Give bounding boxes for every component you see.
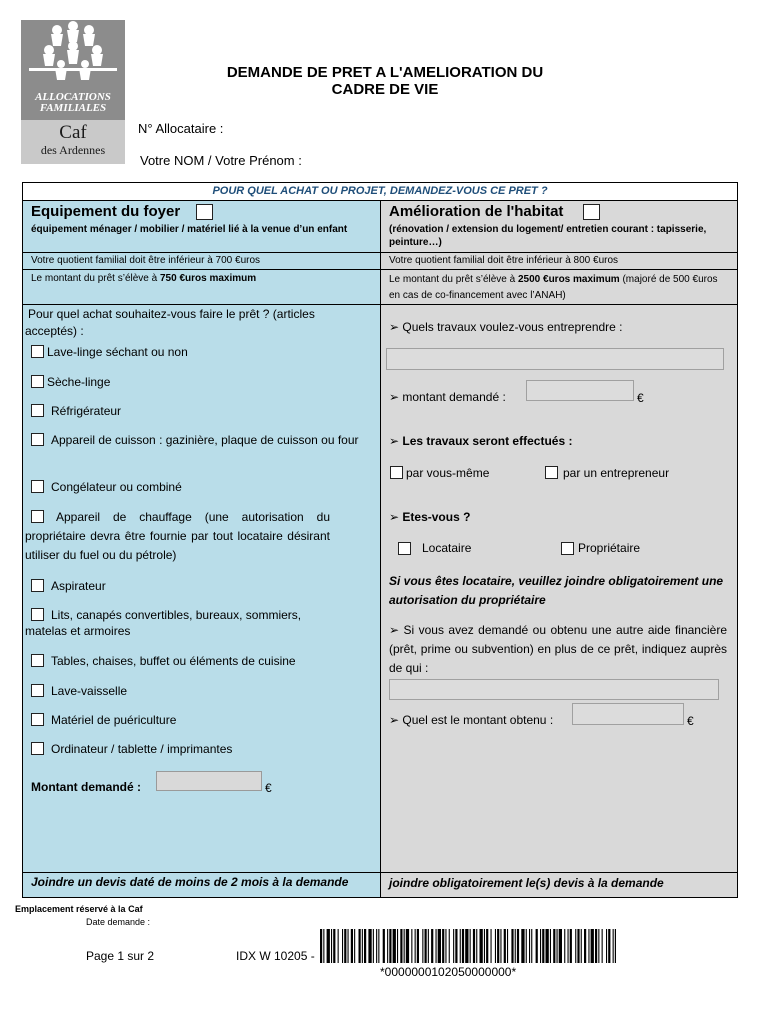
by-self-label: par vous-même xyxy=(406,466,490,480)
right-subtitle: (rénovation / extension du logement/ entretien courant : tapisserie, peinture…) xyxy=(389,224,707,248)
barcode-bar xyxy=(495,929,496,963)
barcode-bar xyxy=(553,929,555,963)
right-title: Amélioration de l'habitat xyxy=(389,203,564,220)
barcode-bar xyxy=(470,929,471,963)
logo-department: des Ardennes xyxy=(40,143,106,157)
barcode-bar xyxy=(500,929,501,963)
left-title: Equipement du foyer xyxy=(31,203,181,220)
barcode-bar xyxy=(431,929,433,963)
barcode-bar xyxy=(397,929,398,963)
barcode-bar xyxy=(507,929,508,963)
barcode-bar xyxy=(584,929,586,963)
barcode-bar xyxy=(406,929,409,963)
done-by-label xyxy=(389,433,572,449)
barcode-bar xyxy=(376,929,377,963)
column-divider xyxy=(380,201,381,898)
barcode-bar xyxy=(577,929,579,963)
left-condition: Votre quotient familial doit être inférieur à 700 €uros xyxy=(31,255,261,266)
item-label: Réfrigérateur xyxy=(51,404,122,418)
barcode-bar xyxy=(536,929,538,963)
checkbox-congelateur[interactable] xyxy=(31,480,44,493)
barcode-text: *0000000102050000000* xyxy=(380,965,517,979)
barcode-bar xyxy=(331,929,332,963)
bullet-arrow-icon: ➢ xyxy=(389,713,403,727)
barcode-bar xyxy=(613,929,614,963)
barcode-bar xyxy=(373,929,374,963)
left-question xyxy=(25,306,355,340)
barcode-bar xyxy=(344,929,346,963)
logo-line2: FAMILIALES xyxy=(39,102,107,114)
tenant-note: Si vous êtes locataire, veuillez joindre obligatoirement une autorisation du propriétaire xyxy=(389,574,724,607)
checkbox-owner[interactable] xyxy=(561,542,574,555)
checkbox-seche-linge[interactable] xyxy=(31,375,44,388)
other-aid-text: Si vous avez demandé ou obtenu une autre aide financière (prêt, prime ou subvention) en plus de ce prêt, indiquez auprès de qui : xyxy=(389,623,727,675)
barcode-bar xyxy=(511,929,513,963)
checkbox-aspirateur[interactable] xyxy=(31,579,44,592)
barcode-bar xyxy=(540,929,541,963)
bullet-arrow-icon: ➢ xyxy=(389,510,403,524)
barcode-bar xyxy=(497,929,499,963)
item-label: Congélateur ou combiné xyxy=(51,480,182,494)
name-label: Votre NOM / Votre Prénom : xyxy=(140,153,302,168)
barcode-bar xyxy=(570,929,572,963)
barcode-bar xyxy=(491,929,492,963)
barcode-bar xyxy=(320,929,322,963)
checkbox-lave-vaisselle[interactable] xyxy=(31,684,44,697)
barcode-bar xyxy=(521,929,524,963)
status-label xyxy=(389,509,470,525)
barcode-bar xyxy=(393,929,396,963)
obtained-label xyxy=(389,712,553,728)
barcode-bar xyxy=(436,929,437,963)
idx-label: IDX W 10205 - xyxy=(236,949,315,963)
page-title xyxy=(130,64,640,98)
currency-symbol: € xyxy=(265,781,272,795)
barcode-bar xyxy=(591,929,594,963)
bullet-arrow-icon: ➢ xyxy=(389,623,404,637)
bullet-arrow-icon: ➢ xyxy=(389,320,403,334)
logo-line1: ALLOCATIONS xyxy=(35,91,111,103)
barcode-bar xyxy=(445,929,446,963)
barcode-bar xyxy=(504,929,506,963)
barcode-bar xyxy=(517,929,519,963)
checkbox-puericulture[interactable] xyxy=(31,713,44,726)
barcode-bar xyxy=(529,929,530,963)
currency-symbol: € xyxy=(637,391,644,405)
barcode-bar xyxy=(546,929,549,963)
item-label: Lave-linge séchant ou non xyxy=(47,345,188,359)
item-label: Lits, canapés convertibles, bureaux, sommiers, matelas et armoires xyxy=(25,608,302,638)
works-question xyxy=(389,319,623,335)
right-amount-info xyxy=(389,272,729,304)
left-footer: Joindre un devis daté de moins de 2 mois à la demande xyxy=(31,875,349,889)
item-label: Appareil de cuisson : gazinière, plaque de cuisson ou four xyxy=(51,433,359,447)
barcode-bar xyxy=(417,929,419,963)
barcode-bar xyxy=(460,929,461,963)
left-subtitle: équipement ménager / mobilier / matériel lié à la venue d’un enfant xyxy=(31,224,348,235)
barcode-bar xyxy=(581,929,582,963)
barcode-bar xyxy=(354,929,355,963)
barcode-bar xyxy=(364,929,366,963)
barcode-bar xyxy=(351,929,353,963)
other-aid-block xyxy=(389,621,727,678)
barcode-bar xyxy=(348,929,349,963)
owner-label: Propriétaire xyxy=(578,541,641,555)
barcode-bar xyxy=(462,929,464,963)
barcode-bar xyxy=(378,929,379,963)
barcode-bar xyxy=(422,929,423,963)
by-contractor-label: par un entrepreneur xyxy=(563,466,670,480)
date-label: Date demande : xyxy=(86,917,151,927)
barcode-bar xyxy=(389,929,391,963)
allocataire-label: N° Allocataire : xyxy=(138,121,224,136)
barcode-bar xyxy=(568,929,569,963)
item-label: Tables, chaises, buffet ou éléments de cuisine xyxy=(51,654,296,668)
amount-max: 2500 €uros maximum xyxy=(517,274,620,285)
barcode-bar xyxy=(615,929,616,963)
table-header: POUR QUEL ACHAT OU PROJET, DEMANDEZ-VOUS CE PRET ? xyxy=(23,183,737,201)
divider xyxy=(23,872,737,873)
barcode-bar xyxy=(515,929,516,963)
barcode-bar xyxy=(476,929,477,963)
left-amount-input[interactable] xyxy=(156,771,262,791)
barcode-bar xyxy=(606,929,607,963)
barcode-bar xyxy=(342,929,343,963)
barcode-bar xyxy=(323,929,324,963)
barcode-bar xyxy=(383,929,385,963)
caf-logo xyxy=(21,20,125,164)
checkbox-ordinateur[interactable] xyxy=(31,742,44,755)
barcode-bar xyxy=(608,929,610,963)
barcode-bar xyxy=(480,929,483,963)
barcode-bar xyxy=(602,929,603,963)
barcode-bar xyxy=(415,929,416,963)
left-amount-info xyxy=(31,272,371,285)
item-label: Sèche-linge xyxy=(47,375,111,389)
item-label: Lave-vaisselle xyxy=(51,684,128,698)
barcode-bar xyxy=(473,929,475,963)
barcode-bar xyxy=(387,929,388,963)
left-amount-label: Montant demandé : xyxy=(31,780,141,794)
barcode-bar xyxy=(465,929,468,963)
other-aid-input[interactable] xyxy=(389,679,719,700)
works-input[interactable] xyxy=(386,348,724,370)
checkbox-by-contractor[interactable] xyxy=(545,466,558,479)
amount-suffix: (majoré de 500 €uros en cas de co-financement avec l’ANAH) xyxy=(389,274,718,301)
works-question-text: Quels travaux voulez-vous entreprendre : xyxy=(402,320,623,334)
right-amount-input[interactable] xyxy=(526,380,634,401)
barcode-bar xyxy=(404,929,405,963)
family-figures-icon xyxy=(21,20,125,92)
currency-symbol: € xyxy=(687,714,694,728)
barcode xyxy=(320,929,616,963)
bullet-arrow-icon: ➢ xyxy=(389,390,403,404)
divider xyxy=(23,304,737,305)
checkbox-refrigerateur[interactable] xyxy=(31,404,44,417)
item-label: Matériel de puériculture xyxy=(51,713,177,727)
barcode-bar xyxy=(368,929,371,963)
checkbox-tenant[interactable] xyxy=(398,542,411,555)
obtained-text: Quel est le montant obtenu : xyxy=(402,713,554,727)
question-text: Pour quel achat souhaitez-vous faire le prêt ? (articles acceptés) : xyxy=(25,307,315,338)
barcode-bar xyxy=(327,929,330,963)
obtained-input[interactable] xyxy=(572,703,684,725)
barcode-bar xyxy=(526,929,527,963)
item-label: Ordinateur / tablette / imprimantes xyxy=(51,742,233,756)
logo-family-figures xyxy=(21,20,125,120)
barcode-bar xyxy=(531,929,532,963)
barcode-bar xyxy=(557,929,558,963)
amount-max: 750 €uros maximum xyxy=(159,273,257,284)
barcode-bar xyxy=(411,929,412,963)
barcode-bar xyxy=(484,929,485,963)
done-by-text: Les travaux seront effectués : xyxy=(402,434,573,448)
barcode-icon xyxy=(320,929,616,963)
divider xyxy=(23,252,737,253)
barcode-bar xyxy=(333,929,335,963)
logo-brand: Caf xyxy=(59,122,87,143)
barcode-bar xyxy=(425,929,427,963)
item-label: Aspirateur xyxy=(51,579,106,593)
tenant-label: Locataire xyxy=(422,541,472,555)
barcode-bar xyxy=(598,929,599,963)
barcode-bar xyxy=(362,929,363,963)
title-line2: CADRE DE VIE xyxy=(331,81,439,98)
amount-label-text: montant demandé : xyxy=(402,390,506,404)
habitat-checkbox[interactable] xyxy=(583,204,600,220)
barcode-bar xyxy=(400,929,402,963)
barcode-bar xyxy=(588,929,589,963)
checkbox-by-self[interactable] xyxy=(390,466,403,479)
barcode-bar xyxy=(453,929,454,963)
amount-prefix: Le montant du prêt s’élève à xyxy=(31,273,160,284)
checkbox-tables[interactable] xyxy=(31,654,44,667)
barcode-bar xyxy=(455,929,457,963)
checkbox-lave-linge[interactable] xyxy=(31,345,44,358)
barcode-bar xyxy=(595,929,597,963)
barcode-bar xyxy=(442,929,444,963)
barcode-bar xyxy=(359,929,361,963)
reserved-label: Emplacement réservé à la Caf xyxy=(15,904,143,914)
status-text: Etes-vous ? xyxy=(402,510,471,524)
barcode-bar xyxy=(559,929,562,963)
barcode-bar xyxy=(575,929,576,963)
right-footer: joindre obligatoirement le(s) devis à la demande xyxy=(389,876,664,890)
barcode-bar xyxy=(438,929,441,963)
item-label: Appareil de chauffage (une autorisation du propriétaire devra être fournie par tout locataire désirant utiliser du fuel ou du pétrole) xyxy=(25,510,330,562)
amount-prefix: Le montant du prêt s’élève à xyxy=(389,274,518,285)
bullet-arrow-icon: ➢ xyxy=(389,434,403,448)
divider xyxy=(23,269,737,270)
barcode-bar xyxy=(449,929,450,963)
right-amount-label xyxy=(389,389,506,405)
barcode-bar xyxy=(542,929,544,963)
barcode-bar xyxy=(428,929,429,963)
barcode-bar xyxy=(550,929,551,963)
barcode-bar xyxy=(486,929,488,963)
title-line1: DEMANDE DE PRET A L'AMELIORATION DU xyxy=(226,64,544,81)
right-condition: Votre quotient familial doit être inférieur à 800 €uros xyxy=(389,255,619,266)
equipement-checkbox[interactable] xyxy=(196,204,213,220)
barcode-bar xyxy=(338,929,339,963)
page-number: Page 1 sur 2 xyxy=(86,949,155,963)
barcode-bar xyxy=(564,929,565,963)
